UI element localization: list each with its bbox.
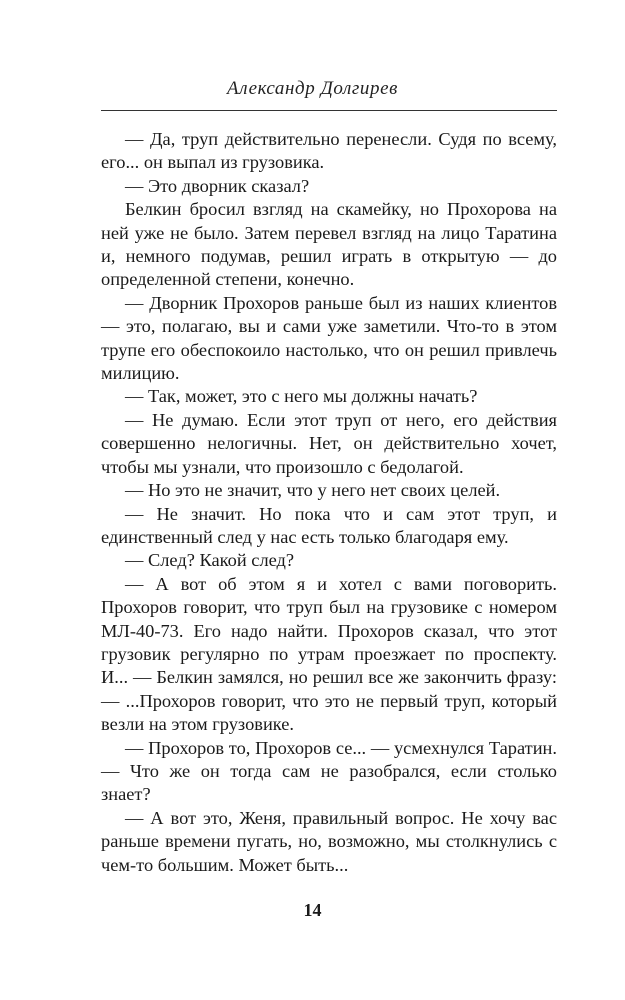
paragraph: — Это дворник сказал? — [125, 175, 310, 196]
paragraph: — Не думаю. Если этот труп от него, его действия совершенно нелогичны. Нет, он действительно хочет, чтобы мы узнали, что произошло с бедолагой. — [101, 409, 557, 477]
paragraph: — Но это не значит, что у него нет своих целей. — [125, 480, 501, 501]
paragraph: — Прохоров то, Прохоров се... — усмехнулся Таратин. — Что же он тогда сам не разобрался, если столько знает? — [101, 737, 557, 805]
body-text — [101, 128, 557, 877]
header-rule — [101, 110, 557, 111]
paragraph: Белкин бросил взгляд на скамейку, но Прохорова на ней уже не было. Затем перевел взгляд на лицо Таратина и, немного подумав, решил играть в открытую — до определенной степени, конечно. — [101, 199, 557, 290]
paragraph: — Да, труп действительно перенесли. Судя по всему, его... он выпал из грузовика. — [101, 129, 557, 173]
paragraph: — Дворник Прохоров раньше был из наших клиентов — это, полагаю, вы и сами уже заметили. Что-то в этом трупе его обеспокоило настолько, что он решил привлечь милицию. — [101, 292, 557, 384]
page-number: 14 — [303, 900, 322, 920]
paragraph: — Не значит. Но пока что и сам этот труп, и единственный след у нас есть только благодаря ему. — [101, 503, 557, 547]
paragraph: — Так, может, это с него мы должны начать? — [125, 386, 478, 407]
paragraph: — След? Какой след? — [125, 550, 295, 571]
paragraph: — А вот это, Женя, правильный вопрос. Не хочу вас раньше времени пугать, но, возможно, мы столкнулись с чем-то большим. Может быть... — [101, 807, 557, 875]
paragraph: — А вот об этом я и хотел с вами поговорить. Прохоров говорит, что труп был на грузовике с номером МЛ-40-73. Его надо найти. Прохоров сказал, что этот грузовик регулярно по утрам проезжает по проспекту. И... — Белкин замялся, но решил все же закончить фразу: — ...Прохоров говорит, что это не первый труп, который везли на этом грузовике. — [101, 573, 557, 735]
running-title: Александр Долгирев — [227, 78, 398, 99]
